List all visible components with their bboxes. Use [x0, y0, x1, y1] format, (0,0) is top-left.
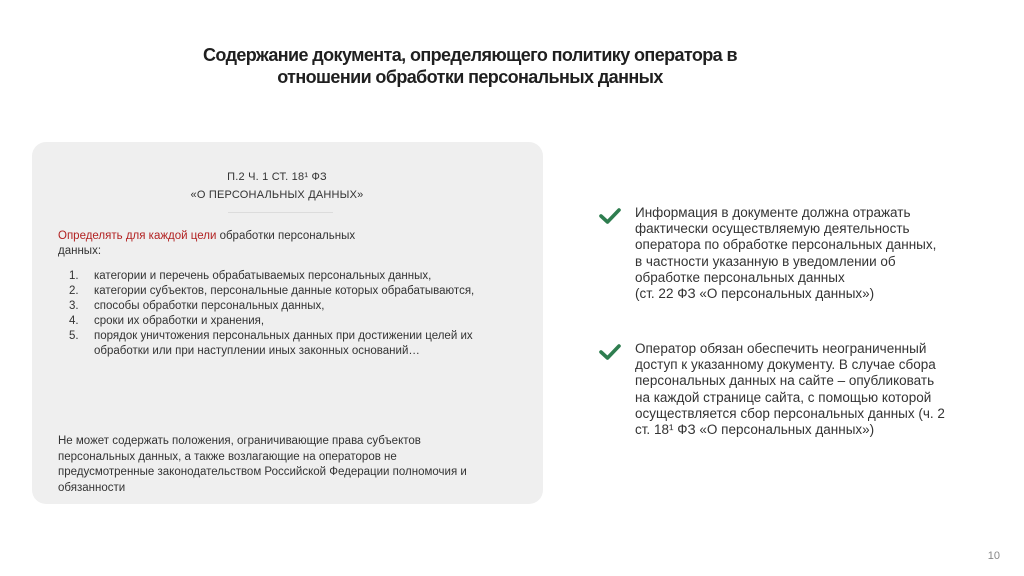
list-item-text: сроки их обработки и хранения,: [94, 315, 265, 327]
law-reference: [32, 168, 522, 204]
list-item-number: 5.: [69, 330, 79, 342]
intro-text: [58, 229, 398, 259]
list-item-number: 2.: [69, 285, 79, 297]
divider: [228, 212, 333, 213]
page-title-line-2: отношении обработки персональных данных: [277, 67, 663, 87]
law-reference-name: «О ПЕРСОНАЛЬНЫХ ДАННЫХ»: [190, 189, 364, 201]
point-text: Оператор обязан обеспечить неограниченный доступ к указанному документу. В случае сбора персональных данных на сайте – опубликовать на каждой странице сайта, с помощью которой осуществляется сбор персональных данных (ч. 2 ст. 18¹ ФЗ «О персональных данных»): [635, 341, 945, 438]
law-reference-panel: [32, 142, 543, 504]
point-reference: (ст. 22 ФЗ «О персональных данных»): [635, 286, 875, 302]
point-text: Информация в документе должна отражать фактически осуществляемую деятельность оператора по обработке персональных данных, в частности указанную в уведомлении об обработке персональных данных: [635, 205, 937, 285]
page-title: [150, 44, 790, 88]
list-item: [58, 329, 478, 359]
list-item: [58, 299, 478, 314]
restriction-note: Не может содержать положения, ограничивающие права субъектов персональных данных, а также возлагающие на операторов не предусмотренные законодательством Российской Федерации полномочия и обязанности: [58, 435, 467, 494]
intro-highlight: Определять для каждой цели: [58, 230, 217, 242]
law-reference-article: П.2 Ч. 1 СТ. 18¹ ФЗ: [227, 171, 327, 183]
page-number: 10: [987, 550, 1000, 562]
list-item-text: категории субъектов, персональные данные которых обрабатываются,: [94, 285, 475, 297]
list-item-text: порядок уничтожения персональных данных при достижении целей их обработки или при наступлении иных законных оснований…: [94, 330, 473, 357]
list-item-text: способы обработки персональных данных,: [94, 300, 325, 312]
list-item: [58, 314, 478, 329]
list-item-number: 4.: [69, 315, 79, 327]
point-item: [635, 341, 945, 438]
point-item: [635, 205, 945, 302]
intro-rest: обработки персональных данных:: [58, 230, 356, 257]
list-item-number: 3.: [69, 300, 79, 312]
list-item-number: 1.: [69, 270, 79, 282]
page-title-line-1: Содержание документа, определяющего политику оператора в: [203, 45, 737, 65]
list-item-text: категории и перечень обрабатываемых персональных данных,: [94, 270, 432, 282]
check-icon: [599, 344, 621, 360]
check-icon: [599, 208, 621, 224]
requirements-list: [58, 269, 478, 359]
list-item: [58, 269, 478, 284]
list-item: [58, 284, 478, 299]
